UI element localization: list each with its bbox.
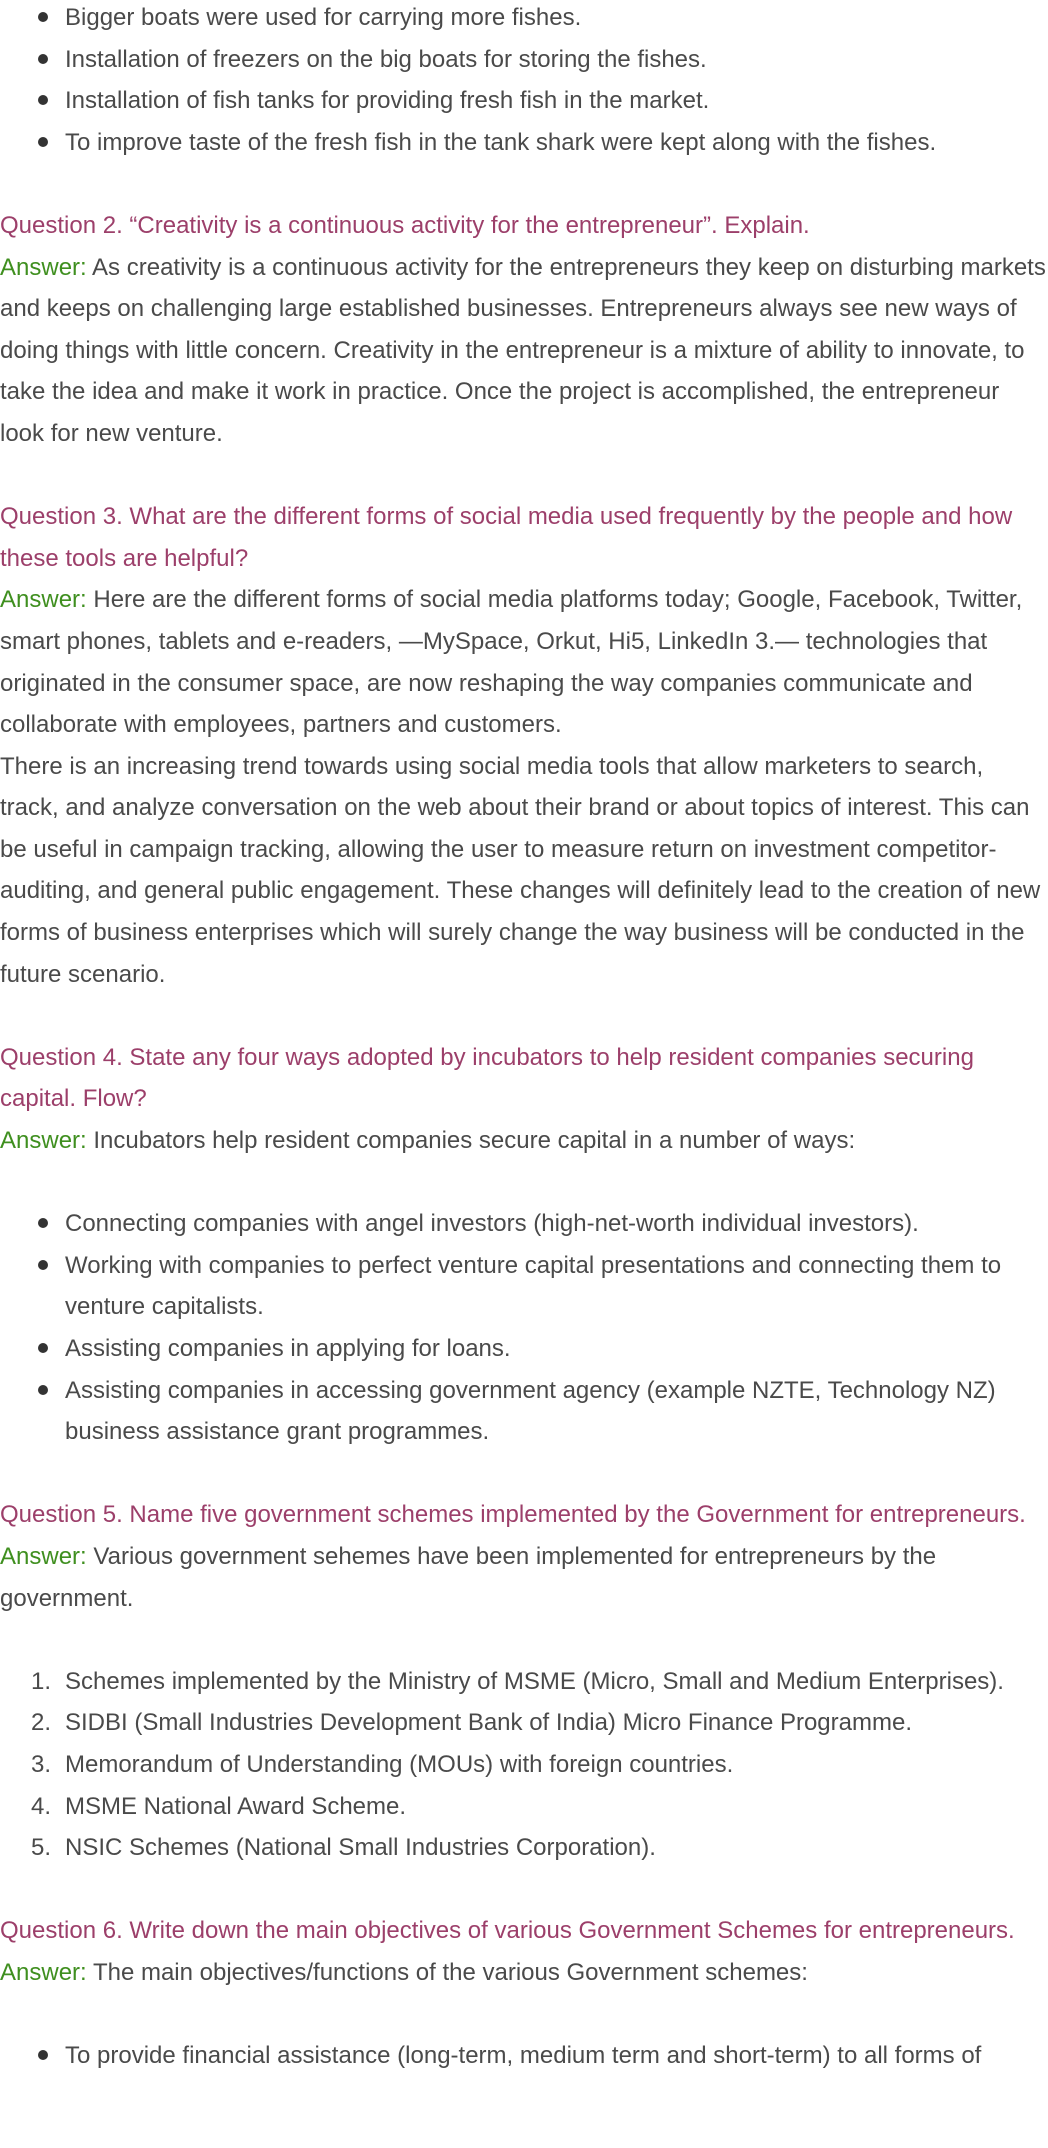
list-item: Installation of freezers on the big boats for storing the fishes. bbox=[0, 39, 1048, 81]
list-item: To improve taste of the fresh fish in the tank shark were kept along with the fishes. bbox=[0, 122, 1048, 164]
list-item: Bigger boats were used for carrying more fishes. bbox=[0, 0, 1048, 39]
answer-5-text: Various government sehemes have been implemented for entrepreneurs by the government. bbox=[0, 1542, 937, 1612]
list-item: To provide financial assistance (long-term, medium term and short-term) to all forms of bbox=[0, 2035, 1048, 2077]
question-5-heading: Question 5. Name five government schemes implemented by the Government for entrepreneurs. bbox=[0, 1501, 1026, 1529]
question-4-heading: Question 4. State any four ways adopted by incubators to help resident companies securing capital. Flow? bbox=[0, 1043, 974, 1113]
answer-5 bbox=[0, 1536, 1048, 1619]
list-item: Assisting companies in accessing government agency (example NZTE, Technology NZ) business assistance grant programmes. bbox=[0, 1370, 1048, 1453]
answer-3-paragraph-2: There is an increasing trend towards using social media tools that allow marketers to search, track, and analyze conversation on the web about their brand or about topics of interest. This can be useful in campaign tracking, allowing the user to measure return on investment competitor-auditing, and general public engagement. These changes will definitely lead to the creation of new forms of business enterprises which will surely change the way business will be conducted in the future scenario. bbox=[0, 752, 1041, 988]
answer-label: Answer: bbox=[0, 253, 87, 281]
list-item: 2. SIDBI (Small Industries Development Bank of India) Micro Finance Programme. bbox=[31, 1709, 912, 1737]
list-item: 4. MSME National Award Scheme. bbox=[31, 1792, 407, 1820]
answer-label: Answer: bbox=[0, 586, 87, 614]
answer-label: Answer: bbox=[0, 1127, 87, 1155]
list-item: Installation of fish tanks for providing fresh fish in the market. bbox=[0, 80, 1048, 122]
answer-label: Answer: bbox=[0, 1542, 87, 1570]
list-item: 1. Schemes implemented by the Ministry of MSME (Micro, Small and Medium Enterprises). bbox=[31, 1667, 1004, 1695]
list-item: 5. NSIC Schemes (National Small Industries Corporation). bbox=[31, 1834, 656, 1862]
answer-4-list bbox=[0, 1203, 1048, 1453]
list-item: Connecting companies with angel investors (high-net-worth individual investors). bbox=[0, 1203, 1048, 1245]
question-2-heading: Question 2. “Creativity is a continuous activity for the entrepreneur”. Explain. bbox=[0, 211, 810, 239]
question-6-heading: Question 6. Write down the main objectives of various Government Schemes for entrepreneurs. bbox=[0, 1917, 1015, 1945]
list-item: Assisting companies in applying for loans. bbox=[0, 1328, 1048, 1370]
list-item: 3. Memorandum of Understanding (MOUs) with foreign countries. bbox=[31, 1750, 734, 1778]
answer-4-text: Incubators help resident companies secure capital in a number of ways: bbox=[86, 1127, 856, 1155]
answer-5-list bbox=[0, 1661, 1048, 1869]
question-3-heading: Question 3. What are the different forms of social media used frequently by the people and how these tools are helpful? bbox=[0, 503, 1013, 572]
answer-6 bbox=[0, 1952, 1048, 1994]
intro-bullet-list bbox=[0, 0, 1048, 163]
answer-2-text: As creativity is a continuous activity for the entrepreneurs they keep on disturbing markets and keeps on challenging large established businesses. Entrepreneurs always see new ways of doing things with little concern. Creativity in the entrepreneur is a mixture of ability to innovate, to take the idea and make it work in practice. Once the project is accomplished, the entrepreneur look for new venture. bbox=[0, 253, 1046, 447]
answer-3 bbox=[0, 579, 1048, 745]
answer-6-list bbox=[0, 2035, 1048, 2077]
list-item: Working with companies to perfect venture capital presentations and connecting them to venture capitalists. bbox=[0, 1245, 1048, 1328]
answer-label: Answer: bbox=[0, 1958, 87, 1986]
answer-6-text: The main objectives/functions of the various Government schemes: bbox=[86, 1958, 808, 1986]
answer-2 bbox=[0, 247, 1048, 455]
answer-3-text: Here are the different forms of social media platforms today; Google, Facebook, Twitter, smart phones, tablets and e-readers, —MySpace, Orkut, Hi5, LinkedIn 3.— technologies that originated in the consumer space, are now reshaping the way companies communicate and collaborate with employees, partners and customers. bbox=[0, 586, 1023, 739]
answer-4 bbox=[0, 1120, 1048, 1162]
